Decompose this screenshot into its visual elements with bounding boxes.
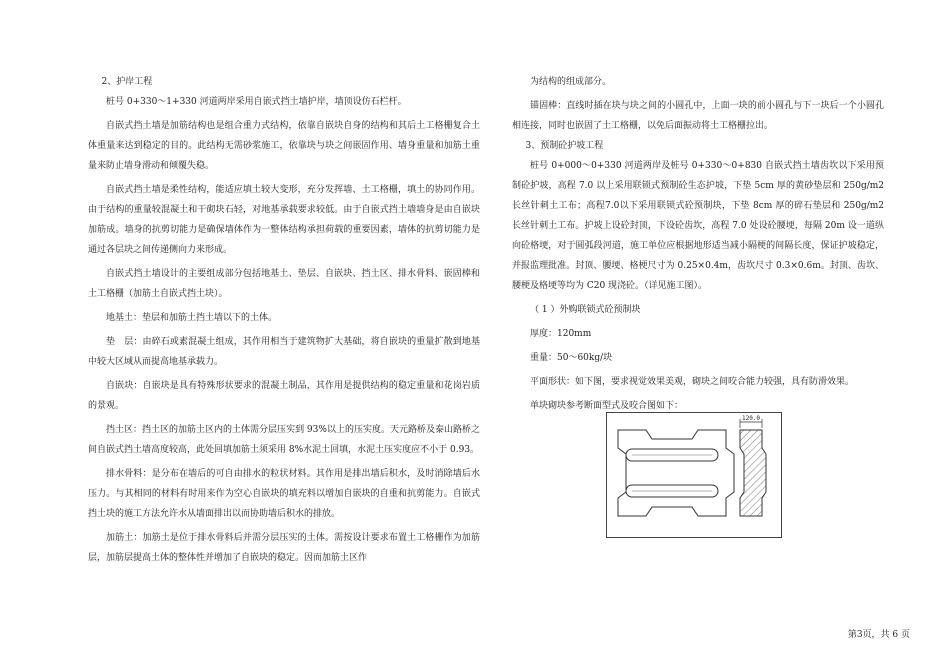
page-number: 第3页，共 6 页	[847, 630, 910, 640]
paragraph: 挡土区：挡土区的加筋土区内的土体需分层压实到 93%以上的压实度。天元路桥及泰山路桥之间自嵌式挡土墙高度较高，此处回填加筋土须采用 8%水泥土回填，水泥土压实度应不小于 0.93。	[88, 425, 480, 455]
section-heading-revetment: 2、护岸工程	[101, 77, 153, 87]
paragraph: 桩号 0+330～1+330 河道两岸采用自嵌式挡土墙护岸，墙顶设仿石栏杆。	[106, 97, 407, 107]
subsection-heading: （ 1 ）外购联锁式砼预制块	[530, 305, 641, 315]
dimension-label: 120.0	[741, 415, 761, 422]
left-column	[88, 72, 480, 568]
block-drawing-svg	[606, 412, 782, 538]
figure-intro: 单块砌块参考断面型式及咬合图如下：	[530, 401, 684, 411]
paragraph: 加筋土：加筋土是位于排水骨料后并需分层压实的土体。需按设计要求布置土工格栅作为加筋层，加筋层提高土体的整体性并增加了自嵌块的稳定。因而加筋土区作	[88, 533, 480, 563]
paragraph: 自嵌式挡土墙设计的主要组成部分包括地基土、垫层、自嵌块、挡土区、排水骨料、嵌固棒和土工格栅（加筋土自嵌式挡土块）。	[88, 269, 480, 299]
spec-plan-form: 平面形状：如下图，要求视觉效果美观，砌块之间咬合能力较强，具有防滑效果。	[530, 377, 855, 387]
block-section-drawing	[606, 412, 782, 538]
paragraph: 自嵌块：自嵌块是具有特殊形状要求的混凝土制品，其作用是提供结构的稳定重量和花岗岩质的景观。	[88, 381, 480, 411]
spec-thickness: 厚度：120mm	[530, 329, 592, 339]
section-heading-precast-slope: 3、预制砼护坡工程	[525, 141, 604, 151]
paragraph: 排水骨料：是分布在墙后的可自由排水的粒状材料。其作用是排出墙后积水，及时消除墙后水压力。与其相同的材料有时用来作为空心自嵌块的填充料以增加自嵌块的自重和抗剪能力。自嵌式挡土块的施工方法允许水从墙面排出以而协助墙后积水的排放。	[88, 469, 480, 519]
right-column	[512, 72, 884, 416]
paragraph: 为结构的组成部分。	[530, 77, 612, 87]
paragraph: 锚固棒：直线时插在块与块之间的小圆孔中，上面一块的前小圆孔与下一块后一个小圆孔相连接，同时也嵌固了土工格栅，以免后面振动将土工格栅拉出。	[512, 101, 884, 131]
paragraph: 地基土：垫层和加筋土挡土墙以下的土体。	[106, 313, 278, 323]
paragraph: 桩号 0+000～0+330 河道两岸及桩号 0+330～0+830 自嵌式挡土墙齿坎以下采用预制砼护坡，高程 7.0 以上采用联锁式预制砼生态护坡，下垫 5cm 厚的黄砂垫层和 250g/m2 长丝针刺土工布；高程7.0以下采用联锁式砼预制块，下垫 8cm 厚的碎石垫层和 250g/m2 长丝针刺土工布。护坡上设砼封顶，下设砼齿坎，高程 7.0 处设砼腰埂，每隔 20m 设一道纵向砼格埂，对于圆弧段河道，施工单位应根据地形适当减小隔梗的间隔长度，保证护坡稳定，并报监理批准。封顶、腰埂、格梗尺寸为 0.25×0.4m，齿坎尺寸 0.3×0.6m。封顶、齿坎、腰梗及格埂等均为 C20 现浇砼。（详见施工图）。	[512, 161, 884, 291]
paragraph: 自嵌式挡土墙是加筋结构也是组合重力式结构，依靠自嵌块自身的结构和其后土工格栅复合土体重量来达到稳定的目的。此结构无需砂浆施工，依靠块与块之间嵌固作用、墙身重量和加筋土重量来防止墙身滑动和倾覆失稳。	[88, 121, 480, 171]
paragraph: 垫 层：由碎石或素混凝土组成，其作用相当于建筑物扩大基础，将自嵌块的重量扩散到地基中较大区域从而提高地基承载力。	[88, 337, 480, 367]
spec-weight: 重量：50～60kg/块	[530, 353, 613, 363]
paragraph: 自嵌式挡土墙是柔性结构，能适应填土较大变形，充分发挥墙、土工格栅，填土的协同作用。由于结构的重量较混凝土和干砌块石轻，对地基承载要求较低。由于自嵌式挡土墙墙身是由自嵌块加筋成。墙身的抗剪切能力是确保墙体作为一整体结构承担荷载的重要因素，墙体的抗剪切能力是通过各层块之间传递侧向力来形成。	[88, 185, 480, 255]
block-cross-section	[740, 430, 766, 516]
